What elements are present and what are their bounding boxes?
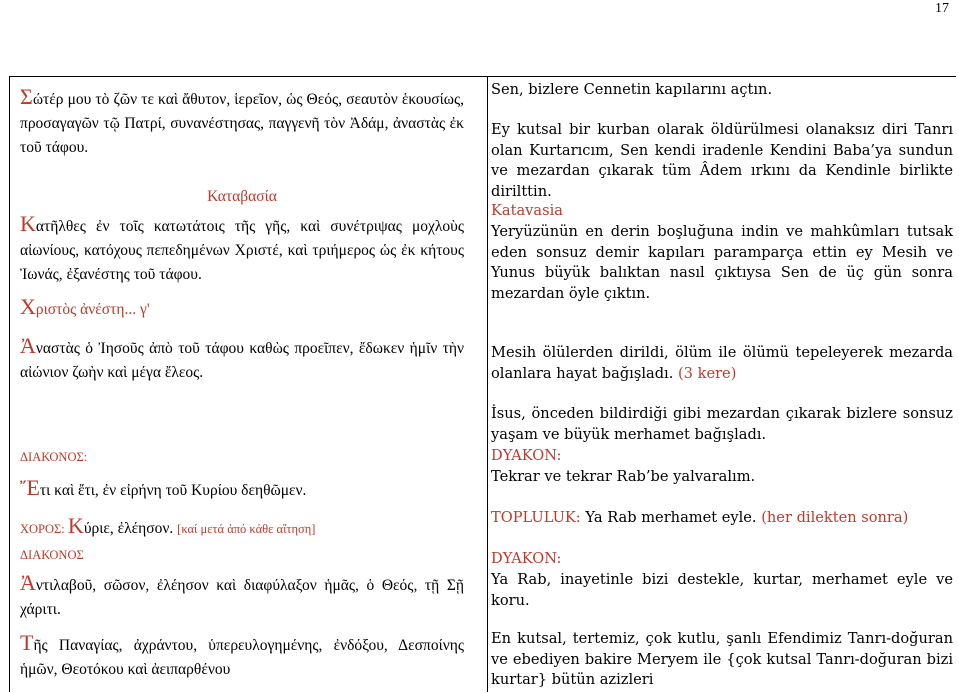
greek-katavasia-heading: Καταβασία bbox=[207, 188, 277, 205]
greek-katavasia-block bbox=[20, 211, 464, 287]
greek-litany-line bbox=[20, 475, 464, 503]
drop-initial: Σ bbox=[20, 84, 33, 109]
column-divider bbox=[487, 77, 488, 692]
turkish-katavasia-heading: Katavasia bbox=[491, 202, 563, 219]
congregation-label: TOPLULUK: bbox=[491, 509, 581, 526]
greek-troparion bbox=[20, 84, 464, 160]
greek-choir-line bbox=[20, 513, 464, 541]
turkish-deacon-label-2: DYAKON: bbox=[491, 550, 562, 567]
rubric-note: (her dilekten sonra) bbox=[761, 509, 909, 526]
greek-theotokos-block bbox=[20, 630, 464, 682]
drop-initial: Ἀ bbox=[20, 333, 36, 358]
greek-katavasia-text bbox=[20, 211, 464, 287]
greek-theotokos-text bbox=[20, 630, 464, 682]
greek-text: ντιλαβοῦ, σῶσον, ἐλέησον καὶ διαφύλαξον ἡμᾶς, ὁ Θεός, τῇ Σῇ χάριτι. bbox=[20, 577, 464, 618]
drop-initial: Κ bbox=[20, 211, 36, 236]
turkish-katavasia-text: Yeryüzünün en derin boşluğuna indin ve mahkûmları tutsak eden sonsuz demir kapıları paramparça ettin ey Mesih ve Yunus büyük balıktan nasıl çıktıysa Sen de üç gün sonra mezardan öyle çıktın. bbox=[491, 223, 953, 302]
turkish-troparion: Ey kutsal bir kurban olarak öldürülmesi olanaksız diri Tanrı olan Kurtarıcım, Sen kendi iradenle Kendini Baba’ya sundun ve mezardan çıkarak tüm Âdem ırkını da Kendinle birlikte dirilttin. bbox=[491, 121, 953, 200]
turkish-christ-risen bbox=[491, 343, 953, 384]
turkish-litany-line: Tekrar ve tekrar Rab’be yalvaralım. bbox=[491, 468, 756, 485]
greek-antilavou-block bbox=[20, 570, 464, 622]
turkish-theotokos-text: En kutsal, tertemiz, çok kutlu, şanlı Efendimiz Tanrı-doğuran ve ebediyen bakire Meryem ile {çok kutsal Tanrı-doğuran bizi kurtar} bütün azizleri bbox=[491, 630, 953, 688]
turkish-deacon-label: DYAKON: bbox=[491, 447, 562, 464]
rubric-note: (3 kere) bbox=[677, 364, 737, 382]
drop-initial: Χ bbox=[20, 294, 36, 319]
turkish-text: Mesih ölülerden dirildi, ölüm ile ölümü tepeleyerek mezarda olanlara hayat bağışladı. bbox=[491, 344, 953, 382]
greek-text: ώτέρ μου τὸ ζῶν τε καὶ ἄθυτον, ἱερεῖον, ὡς Θεός, σεαυτὸν ἑκουσίως, προσαγαγῶν τῷ Πατρί, συνανέστησας, παγγενῆ τὸν Ἀδάμ, ἀναστὰς ἐκ τοῦ τάφου. bbox=[20, 91, 464, 156]
turkish-isus-text: İsus, önceden bildirdiği gibi mezardan çıkarak bizlere sonsuz yaşam ve büyük merhamet bağışladı. bbox=[491, 405, 953, 443]
greek-deacon-label: ΔΙΑΚΟΝΟΣ: bbox=[20, 450, 88, 464]
turkish-text: Ya Rab merhamet eyle. bbox=[580, 509, 762, 526]
greek-deacon-label-2: ΔΙΑΚΟΝΟΣ bbox=[20, 548, 84, 562]
drop-initial: Κ bbox=[67, 513, 84, 538]
greek-text: ατῆλθες ἐν τοῖς κατωτάτοις τῆς γῆς, καὶ συνέτριψας μοχλοὺς αἰωνίους, κατόχους πεπεδημένων Χριστέ, καὶ τριήμερος ὡς ἐκ κήτους Ἰωνάς, ἐξανέστης τοῦ τάφου. bbox=[20, 218, 464, 283]
greek-christos-anesti bbox=[20, 294, 464, 322]
greek-text: ναστὰς ὁ Ἰησοῦς ἀπὸ τοῦ τάφου καθὼς προεῖπεν, ἔδωκεν ἡμῖν τὴν αἰώνιον ζωὴν καὶ μέγα ἔλεος. bbox=[20, 340, 464, 381]
rubric-note: [καί μετά ἀπό κάθε αἴτηση] bbox=[177, 522, 316, 536]
greek-text: ριστὸς ἀνέστη... γ' bbox=[35, 301, 150, 318]
bilingual-text-table bbox=[9, 76, 956, 692]
greek-antilavou-text bbox=[20, 570, 464, 622]
turkish-line-1: Sen, bizlere Cennetin kapılarını açtın. bbox=[491, 81, 773, 98]
greek-anastas-text bbox=[20, 333, 464, 385]
greek-text: ύριε, ἐλέησον. bbox=[83, 520, 178, 537]
page-number: 17 bbox=[935, 1, 949, 16]
greek-anastas-block bbox=[20, 333, 464, 385]
turkish-antilavou-text: Ya Rab, inayetinle bizi destekle, kurtar, merhamet eyle ve koru. bbox=[491, 571, 953, 609]
drop-initial: Ἀ bbox=[20, 570, 36, 595]
turkish-congregation-line bbox=[491, 508, 953, 529]
drop-initial: Τ bbox=[20, 630, 34, 655]
greek-text: τι καὶ ἔτι, ἐν εἰρήνη τοῦ Κυρίου δεηθῶμεν. bbox=[39, 482, 307, 499]
greek-troparion-block bbox=[20, 84, 464, 160]
choir-label: ΧΟΡΟΣ: bbox=[20, 522, 68, 536]
greek-text: ῆς Παναγίας, ἀχράντου, ὑπερευλογημένης, ἐνδόξου, Δεσποίνης ἡμῶν, Θεοτόκου καὶ ἀειπαρθένου bbox=[20, 637, 464, 678]
drop-initial: Ἔ bbox=[20, 475, 40, 500]
